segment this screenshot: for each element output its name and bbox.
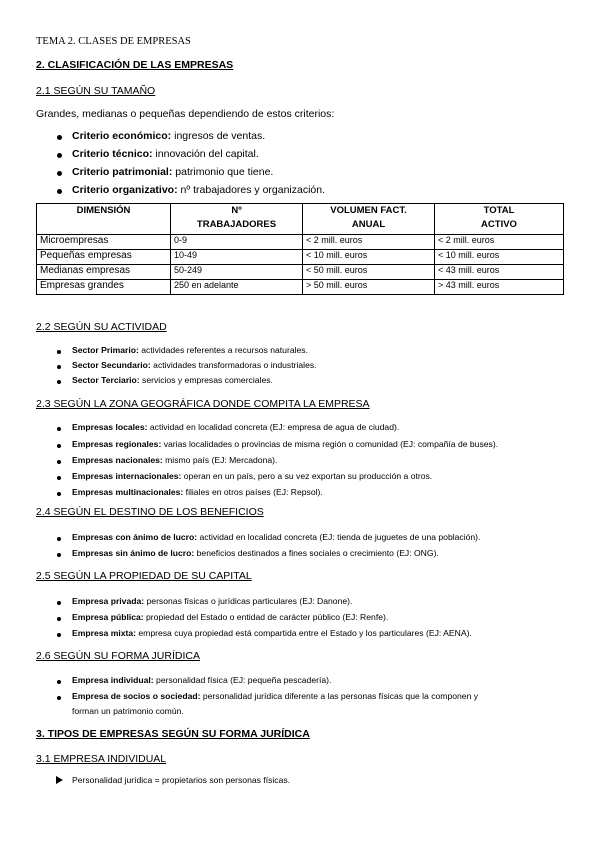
list-item-continuation: forman un patrimonio común.	[72, 706, 184, 716]
list-item: Empresas locales: actividad en localidad concreta (EJ: empresa de agua de ciudad).	[72, 422, 400, 432]
table-cell: > 43 mill. euros	[435, 280, 564, 295]
list-item: Personalidad jurídica = propietarios son personas físicas.	[72, 775, 291, 785]
bullet-icon	[57, 135, 62, 140]
section-3-heading: 3. TIPOS DE EMPRESAS SEGÚN SU FORMA JURÍDICA	[36, 728, 310, 740]
table-cell: < 2 mill. euros	[435, 235, 564, 250]
table-header-cell: VOLUMEN FACT. ANUAL	[303, 204, 435, 235]
bullet-icon	[57, 444, 61, 448]
table-header-cell: Nº TRABAJADORES	[171, 204, 303, 235]
list-item: Criterio técnico: innovación del capital.	[72, 148, 259, 160]
list-item: Empresa pública: propiedad del Estado o entidad de carácter público (EJ: Renfe).	[72, 612, 389, 622]
document-title: TEMA 2. CLASES DE EMPRESAS	[36, 36, 191, 47]
table-cell: Microempresas	[37, 235, 171, 250]
table-header-cell: TOTAL ACTIVO	[435, 204, 564, 235]
list-item: Empresas con ánimo de lucro: actividad en localidad concreta (EJ: tienda de juguetes de una población).	[72, 532, 481, 542]
bullet-icon	[57, 553, 61, 557]
bullet-icon	[57, 601, 61, 605]
section-2-4-heading: 2.4 SEGÚN EL DESTINO DE LOS BENEFICIOS	[36, 506, 264, 518]
table-cell: 0-9	[171, 235, 303, 250]
list-item: Sector Terciario: servicios y empresas comerciales.	[72, 375, 273, 385]
section-2-heading: 2. CLASIFICACIÓN DE LAS EMPRESAS	[36, 59, 234, 71]
section-2-6-heading: 2.6 SEGÚN SU FORMA JURÍDICA	[36, 650, 200, 662]
bullet-icon	[57, 617, 61, 621]
list-item: Empresa privada: personas físicas o jurídicas particulares (EJ: Danone).	[72, 596, 353, 606]
list-item: Criterio patrimonial: patrimonio que tiene.	[72, 166, 274, 178]
section-2-3-heading: 2.3 SEGÚN LA ZONA GEOGRÁFICA DONDE COMPITA LA EMPRESA	[36, 398, 370, 410]
bullet-icon	[57, 427, 61, 431]
list-item: Empresas multinacionales: filiales en otros países (EJ: Repsol).	[72, 487, 323, 497]
section-3-1-heading: 3.1 EMPRESA INDIVIDUAL	[36, 753, 167, 765]
list-item: Empresas nacionales: mismo país (EJ: Mercadona).	[72, 455, 278, 465]
company-size-table	[36, 203, 564, 295]
list-item: Empresa individual: personalidad física (EJ: pequeña pescadería).	[72, 675, 332, 685]
list-item: Criterio organizativo: nº trabajadores y organización.	[72, 184, 326, 196]
table-header-row	[37, 204, 564, 235]
table-cell: 250 en adelante	[171, 280, 303, 295]
bullet-icon	[57, 680, 61, 684]
table-cell: < 43 mill. euros	[435, 265, 564, 280]
table-row	[37, 280, 564, 295]
list-item: Empresa de socios o sociedad: personalidad jurídica diferente a las personas físicas que la componen y	[72, 691, 479, 701]
bullet-icon	[57, 380, 61, 384]
table-row	[37, 250, 564, 265]
arrow-bullet-icon	[56, 776, 63, 784]
table-cell: Empresas grandes	[37, 280, 171, 295]
list-item: Empresas sin ánimo de lucro: beneficios destinados a fines sociales o crecimiento (EJ: ONG).	[72, 548, 439, 558]
table-cell: < 2 mill. euros	[303, 235, 435, 250]
table-cell: 50-249	[171, 265, 303, 280]
table-row	[37, 235, 564, 250]
bullet-icon	[57, 537, 61, 541]
list-item: Empresa mixta: empresa cuya propiedad está compartida entre el Estado y los particulares (EJ: AENA).	[72, 628, 472, 638]
section-2-1-intro: Grandes, medianas o pequeñas dependiendo de estos criterios:	[36, 108, 335, 120]
bullet-icon	[57, 696, 61, 700]
list-item: Empresas regionales: varias localidades o provincias de misma región o comunidad (EJ: compañía de buses).	[72, 439, 499, 449]
bullet-icon	[57, 153, 62, 158]
table-cell: 10-49	[171, 250, 303, 265]
bullet-icon	[57, 492, 61, 496]
bullet-icon	[57, 365, 61, 369]
bullet-icon	[57, 460, 61, 464]
list-item: Sector Secundario: actividades transformadoras o industriales.	[72, 360, 317, 370]
table-cell: Pequeñas empresas	[37, 250, 171, 265]
table-row	[37, 265, 564, 280]
bullet-icon	[57, 350, 61, 354]
section-2-2-heading: 2.2 SEGÚN SU ACTIVIDAD	[36, 321, 167, 333]
bullet-icon	[57, 171, 62, 176]
list-item: Criterio económico: ingresos de ventas.	[72, 130, 266, 142]
list-item: Sector Primario: actividades referentes a recursos naturales.	[72, 345, 308, 355]
table-cell: < 50 mill. euros	[303, 265, 435, 280]
table-cell: > 50 mill. euros	[303, 280, 435, 295]
table-cell: < 10 mill. euros	[303, 250, 435, 265]
section-2-1-heading: 2.1 SEGÚN SU TAMAÑO	[36, 85, 156, 97]
bullet-icon	[57, 189, 62, 194]
table-cell: Medianas empresas	[37, 265, 171, 280]
bullet-icon	[57, 633, 61, 637]
list-item: Empresas internacionales: operan en un país, pero a su vez exportan su producción a otros.	[72, 471, 433, 481]
bullet-icon	[57, 476, 61, 480]
section-2-5-heading: 2.5 SEGÚN LA PROPIEDAD DE SU CAPITAL	[36, 570, 252, 582]
table-header-cell: DIMENSIÓN	[37, 204, 171, 235]
table-cell: < 10 mill. euros	[435, 250, 564, 265]
